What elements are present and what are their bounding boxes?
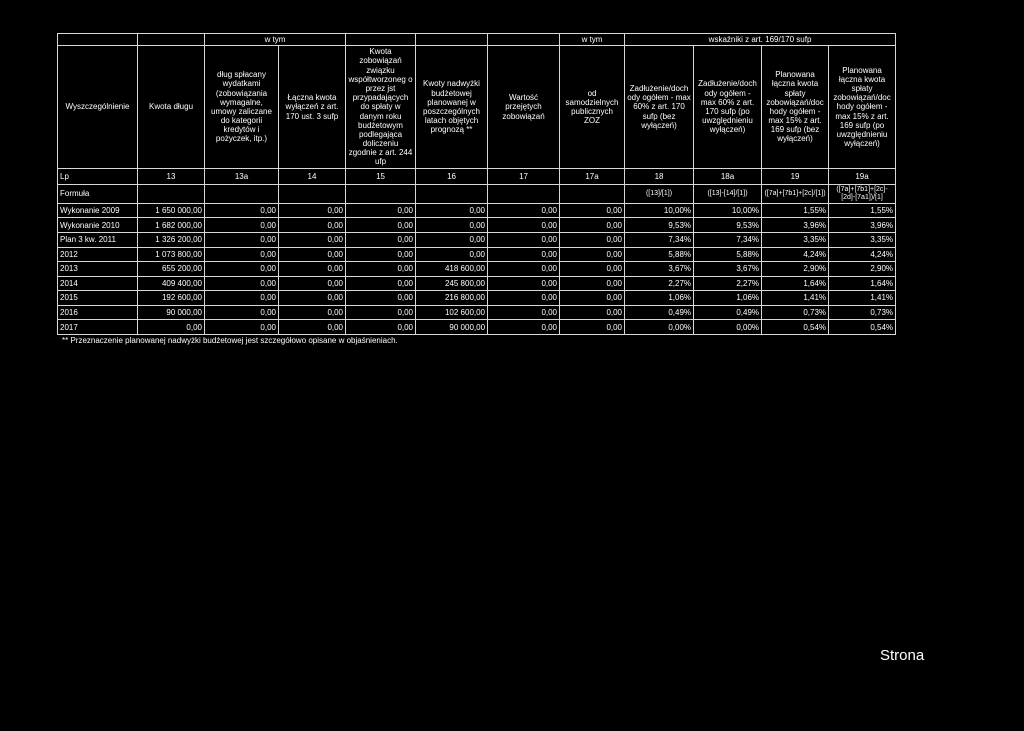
table-cell: 0,00 [279, 203, 346, 218]
table-cell: 5,88% [625, 247, 694, 262]
table-cell: 0,00 [205, 320, 279, 335]
table-cell: 90 000,00 [138, 305, 205, 320]
table-cell: 1,64% [762, 276, 829, 291]
table-cell: 0,00 [416, 203, 488, 218]
footnote: ** Przeznaczenie planowanej nadwyżki budżetowej jest szczegółowo opisane w objaśnieniach. [62, 336, 398, 345]
header-blank [138, 34, 205, 46]
table-cell: 1,41% [762, 291, 829, 306]
table-cell: 0,00 [488, 247, 560, 262]
formula-row [58, 184, 896, 203]
table-cell: 0,00 [560, 218, 625, 233]
col-header-kwota-zobowiazan-zwiazku: Kwota zobowiązań związku współtworzoneg o przez jst przypadających do spłaty w danym roku budżetowym podlegająca doliczeniu zgodnie z art. 244 ufp [346, 46, 416, 168]
col-header-splata-bez: Planowana łączna kwota spłaty zobowiązań/doc hody ogółem - max 15% z art. 169 sufp (bez wyłączeń) [762, 46, 829, 168]
table-cell: 0,00 [560, 247, 625, 262]
table-cell: 0,00 [138, 320, 205, 335]
table-cell: 3,67% [625, 262, 694, 277]
table-row [58, 262, 896, 277]
lp-number: 19 [762, 168, 829, 184]
table-cell: 0,00 [346, 232, 416, 247]
row-label: Plan 3 kw. 2011 [58, 232, 138, 247]
formula-19a: ([7a]+[7b1]+[2c]-[2d]-[7a1])/[1] [829, 184, 896, 203]
table-cell: 0,00 [560, 305, 625, 320]
table-cell: 1,55% [829, 203, 896, 218]
col-header-dlug-splacany: dług spłacany wydatkami (zobowiązania wymagalne, umowy zaliczane do kategorii kredytów i pożyczek, itp.) [205, 46, 279, 168]
col-header-zadluzenie-bez: Zadłużenie/doch ody ogółem - max 60% z art. 170 sufp (bez wyłączeń) [625, 46, 694, 168]
row-label: Wykonanie 2009 [58, 203, 138, 218]
table-cell: 0,00 [488, 276, 560, 291]
table-cell: 0,00 [560, 203, 625, 218]
lp-number: 19a [829, 168, 896, 184]
table-cell: 0,00 [488, 218, 560, 233]
table-cell: 0,00 [488, 262, 560, 277]
page-word: Strona [880, 647, 925, 664]
table-cell: 1 682 000,00 [138, 218, 205, 233]
table-cell: 9,53% [694, 218, 762, 233]
formula-empty [346, 184, 416, 203]
formula-19: ([7a]+[7b1]+[2c]/[1]) [762, 184, 829, 203]
table-row [58, 218, 896, 233]
table-cell: 0,73% [829, 305, 896, 320]
table-cell: 3,67% [694, 262, 762, 277]
table-cell: 0,00 [279, 320, 346, 335]
header-blank [488, 34, 560, 46]
table-cell: 0,00 [346, 247, 416, 262]
table-cell: 0,00 [560, 232, 625, 247]
table-cell: 0,00 [346, 291, 416, 306]
table-cell: 5,88% [694, 247, 762, 262]
table-cell: 418 600,00 [416, 262, 488, 277]
table-cell: 1,64% [829, 276, 896, 291]
table-row [58, 276, 896, 291]
lp-number: 18a [694, 168, 762, 184]
col-header-wartosc-przejetych: Wartość przejętych zobowiązań [488, 46, 560, 168]
col-header-splata-po: Planowana łączna kwota spłaty zobowiązań/doc hody ogółem - max 15% z art. 169 sufp (po uwzględnieniu wyłączeń) [829, 46, 896, 168]
table-cell: 0,00 [205, 203, 279, 218]
lp-number: 15 [346, 168, 416, 184]
row-label: 2012 [58, 247, 138, 262]
table-cell: 0,00 [279, 247, 346, 262]
formula-empty [279, 184, 346, 203]
col-header-laczna-kwota-wylaczen: Łączna kwota wyłączeń z art. 170 ust. 3 sufp [279, 46, 346, 168]
table-cell: 7,34% [625, 232, 694, 247]
table-row [58, 305, 896, 320]
group-header-w-tym: w tym [205, 34, 346, 46]
table-cell: 2,27% [625, 276, 694, 291]
table-cell: 0,00 [346, 276, 416, 291]
table-cell: 0,00 [488, 203, 560, 218]
table-cell: 0,00 [560, 291, 625, 306]
formula-18: ([13]/[1]) [625, 184, 694, 203]
table-cell: 0,00 [205, 276, 279, 291]
table-cell: 3,96% [829, 218, 896, 233]
table-cell: 1,06% [694, 291, 762, 306]
header-blank [416, 34, 488, 46]
table-cell: 1,06% [625, 291, 694, 306]
table-row [58, 203, 896, 218]
col-header-nadwyzka-budzetowa: Kwoty nadwyżki budżetowej planowanej w poszczególnych latach objętych prognozą ** [416, 46, 488, 168]
table-cell: 0,00 [205, 232, 279, 247]
table-cell: 2,27% [694, 276, 762, 291]
table-cell: 0,00 [205, 218, 279, 233]
lp-number: 18 [625, 168, 694, 184]
col-header-wyszczegolnienie: Wyszczególnienie [58, 46, 138, 168]
table-cell: 1,55% [762, 203, 829, 218]
table-cell: 0,00 [560, 320, 625, 335]
formula-18a: ([13]-[14]/[1]) [694, 184, 762, 203]
table-cell: 0,00% [625, 320, 694, 335]
lp-number: 16 [416, 168, 488, 184]
lp-number: 13 [138, 168, 205, 184]
row-label: 2014 [58, 276, 138, 291]
formula-empty [205, 184, 279, 203]
table-cell: 1 650 000,00 [138, 203, 205, 218]
table-cell: 0,00 [205, 305, 279, 320]
table-cell: 0,00 [416, 218, 488, 233]
table-row [58, 291, 896, 306]
table-cell: 0,00 [346, 320, 416, 335]
formula-empty [138, 184, 205, 203]
table-cell: 0,00 [279, 218, 346, 233]
row-label: 2015 [58, 291, 138, 306]
table-cell: 192 600,00 [138, 291, 205, 306]
table-cell: 0,00 [346, 305, 416, 320]
table-cell: 0,00 [279, 232, 346, 247]
lp-number: 14 [279, 168, 346, 184]
table-cell: 0,00 [560, 262, 625, 277]
lp-number: 13a [205, 168, 279, 184]
table-row [58, 320, 896, 335]
row-label: 2013 [58, 262, 138, 277]
col-header-kwota-dlugu: Kwota długu [138, 46, 205, 168]
col-header-zadluzenie-po: Zadłużenie/doch ody ogółem - max 60% z art. 170 sufp (po uwzględnieniu wyłączeń) [694, 46, 762, 168]
table-cell: 0,00 [279, 305, 346, 320]
lp-label: Lp [58, 168, 138, 184]
table-cell: 0,00 [346, 218, 416, 233]
table-cell: 0,00 [416, 232, 488, 247]
table-cell: 3,96% [762, 218, 829, 233]
table-cell: 0,00 [488, 320, 560, 335]
lp-row [58, 168, 896, 184]
table-cell: 0,00 [560, 276, 625, 291]
table-cell: 0,00 [346, 203, 416, 218]
table-cell: 90 000,00 [416, 320, 488, 335]
row-label: 2017 [58, 320, 138, 335]
group-header-row [58, 34, 896, 46]
table-cell: 1,41% [829, 291, 896, 306]
table-row [58, 247, 896, 262]
data-rows [58, 203, 896, 334]
header-blank [346, 34, 416, 46]
group-header-w-tym: w tym [560, 34, 625, 46]
table-cell: 0,00% [694, 320, 762, 335]
table-cell: 0,73% [762, 305, 829, 320]
header-blank [58, 34, 138, 46]
table-cell: 409 400,00 [138, 276, 205, 291]
table-row [58, 232, 896, 247]
table-cell: 655 200,00 [138, 262, 205, 277]
table-cell: 0,00 [488, 291, 560, 306]
table-cell: 0,00 [205, 262, 279, 277]
table-cell: 2,90% [829, 262, 896, 277]
table-cell: 0,00 [488, 305, 560, 320]
table-cell: 3,35% [762, 232, 829, 247]
lp-number: 17 [488, 168, 560, 184]
table-cell: 0,00 [205, 291, 279, 306]
table-cell: 0,00 [488, 232, 560, 247]
formula-label: Formuła [58, 184, 138, 203]
col-header-od-zoz: od samodzielnych publicznych ZOZ [560, 46, 625, 168]
lp-number: 17a [560, 168, 625, 184]
formula-empty [416, 184, 488, 203]
table-cell: 245 800,00 [416, 276, 488, 291]
formula-empty [488, 184, 560, 203]
table-cell: 1 073 800,00 [138, 247, 205, 262]
table-cell: 0,54% [762, 320, 829, 335]
table-cell: 0,00 [279, 291, 346, 306]
table-cell: 0,54% [829, 320, 896, 335]
table-cell: 2,90% [762, 262, 829, 277]
table-cell: 3,35% [829, 232, 896, 247]
table-cell: 10,00% [694, 203, 762, 218]
debt-forecast-table [57, 33, 896, 335]
table-cell: 0,00 [416, 247, 488, 262]
column-header-row [58, 46, 896, 168]
formula-empty [560, 184, 625, 203]
table-cell: 102 600,00 [416, 305, 488, 320]
table-cell: 0,00 [279, 276, 346, 291]
group-header-wskazniki: wskaźniki z art. 169/170 sufp [625, 34, 896, 46]
table-cell: 0,00 [205, 247, 279, 262]
table-cell: 4,24% [762, 247, 829, 262]
row-label: Wykonanie 2010 [58, 218, 138, 233]
table-cell: 4,24% [829, 247, 896, 262]
forecast-table-scan [57, 33, 895, 335]
table-cell: 0,00 [346, 262, 416, 277]
table-cell: 1 326 200,00 [138, 232, 205, 247]
table-cell: 0,49% [625, 305, 694, 320]
table-cell: 0,00 [279, 262, 346, 277]
table-cell: 7,34% [694, 232, 762, 247]
table-cell: 9,53% [625, 218, 694, 233]
table-cell: 216 800,00 [416, 291, 488, 306]
table-cell: 0,49% [694, 305, 762, 320]
table-cell: 10,00% [625, 203, 694, 218]
row-label: 2016 [58, 305, 138, 320]
